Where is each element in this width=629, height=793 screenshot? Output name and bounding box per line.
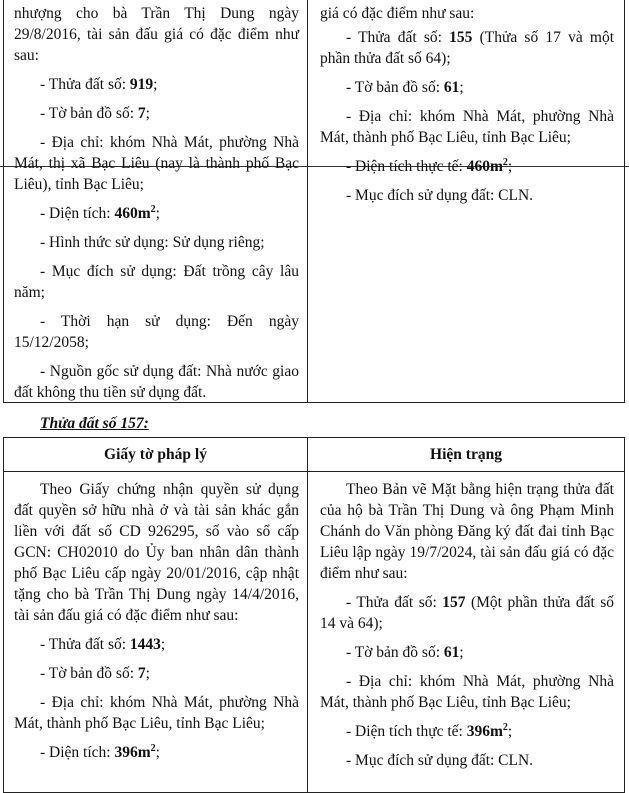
map-sheet-line: - Tờ bản đồ số: 61; bbox=[346, 644, 464, 661]
land-use-purpose-line: - Mục đích sử dụng đất: CLN. bbox=[346, 752, 534, 769]
certificate-paragraph: Theo Giấy chứng nhận quyền sử dụng đất quyền sở hữu nhà ở và tài sản khác gắn liền với đất số CD 926295, số vào sổ cấp GCN: CH02010 do Ủy ban nhân dân thành phố Bạc Liêu cấp ngày 20/01/2016, cập nhật tặng cho bà Trần Thị Dung ngày 14/4/2016, tài sản đấu giá có đặc điểm như sau: bbox=[14, 481, 299, 624]
map-sheet-line: - Tờ bản đồ số: 61; bbox=[346, 79, 464, 96]
current-status-column bbox=[308, 0, 624, 402]
address-line: - Địa chỉ: khóm Nhà Mát, phường Nhà Mát, thị xã Bạc Liêu (nay là thành phố Bạc Liêu), tỉnh Bạc Liêu; bbox=[14, 134, 299, 193]
address-line: - Địa chỉ: khóm Nhà Mát, phường Nhà Mát, thành phố Bạc Liêu, tỉnh Bạc Liêu; bbox=[320, 108, 614, 146]
intro-continuation: nhượng cho bà Trần Thị Dung ngày 29/8/2016, tài sản đấu giá có đặc điểm như sau: bbox=[14, 5, 299, 64]
legal-documents-column bbox=[4, 0, 307, 402]
intro-continuation: giá có đặc điểm như sau: bbox=[320, 5, 475, 22]
land-origin-line: - Nguồn gốc sử dụng đất: Nhà nước giao đất không thu tiền sử dụng đất. bbox=[14, 363, 299, 401]
map-sheet-line: - Tờ bản đồ số: 7; bbox=[40, 665, 150, 682]
address-line: - Địa chỉ: khóm Nhà Mát, phường Nhà Mát, thành phố Bạc Liêu, tỉnh Bạc Liêu; bbox=[14, 694, 299, 732]
legal-documents-column bbox=[4, 472, 307, 792]
land-use-purpose-line: - Mục đích sử dụng đất: CLN. bbox=[346, 187, 534, 204]
usage-term-line: - Thời hạn sử dụng: Đến ngày 15/12/2058; bbox=[14, 313, 299, 351]
area-line: - Diện tích thực tế: $396m^2$; bbox=[346, 721, 513, 740]
map-sheet-line: - Tờ bản đồ số: 7; bbox=[40, 105, 150, 122]
usage-form-line: - Hình thức sử dụng: Sử dụng riêng; bbox=[40, 234, 265, 251]
parcel-table-157 bbox=[3, 437, 625, 793]
parcel-table-top bbox=[3, 0, 625, 403]
area-line: - Diện tích thực tế: $460m^2$; bbox=[346, 156, 513, 175]
header-legal-documents: Giấy tờ pháp lý bbox=[4, 438, 307, 472]
current-status-column bbox=[308, 472, 624, 792]
usage-purpose-line: - Mục đích sử dụng: Đất trồng cây lâu năm; bbox=[14, 263, 299, 301]
parcel-number-line: - Thửa đất số: 919; bbox=[40, 76, 158, 93]
area-line: - Diện tích: $396m^2$; bbox=[40, 742, 160, 761]
parcel-number-line: - Thửa đất số: 157 (Một phần thửa đất số 14 và 64); bbox=[320, 594, 615, 632]
parcel-number-line: - Thửa đất số: 155 (Thửa số 17 và một phần thửa đất số 64); bbox=[320, 29, 614, 67]
section-title: Thửa đất số 157: bbox=[40, 415, 149, 432]
site-plan-paragraph: Theo Bản vẽ Mặt bằng hiện trạng thửa đất của hộ bà Trần Thị Dung và ông Phạm Minh Chánh do Văn phòng Đăng ký đất đai tỉnh Bạc Liêu lập ngày 19/7/2024, tài sản đấu giá có đặc điểm như sau: bbox=[320, 481, 614, 582]
parcel-number-line: - Thửa đất số: 1443; bbox=[40, 636, 166, 653]
area-line: - Diện tích: $460m^2$; bbox=[40, 203, 160, 222]
address-line: - Địa chỉ: khóm Nhà Mát, phường Nhà Mát, thành phố Bạc Liêu, tỉnh Bạc Liêu; bbox=[320, 673, 614, 711]
header-current-status: Hiện trạng bbox=[308, 438, 624, 472]
